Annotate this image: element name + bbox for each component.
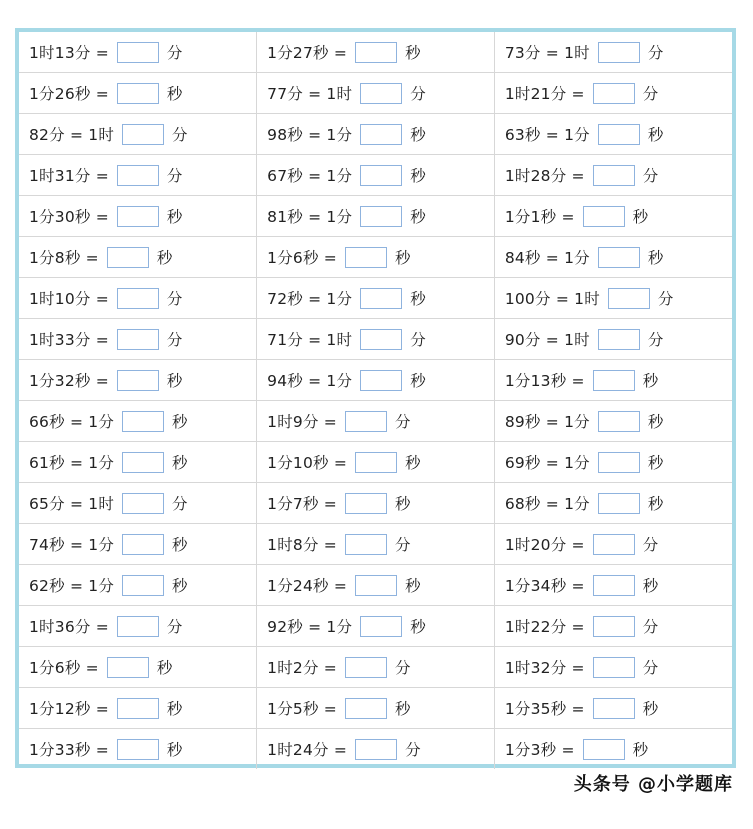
exercise-cell bbox=[494, 647, 732, 688]
exercise-question: 1时24分 = bbox=[267, 740, 348, 759]
exercise-question: 1分33秒 = bbox=[29, 740, 109, 759]
answer-box[interactable] bbox=[360, 370, 402, 391]
exercise-question: 1分3秒 = bbox=[504, 740, 575, 759]
exercise-cell bbox=[257, 278, 495, 319]
exercise-row bbox=[19, 524, 732, 565]
exercise-question: 100分 = 1时 bbox=[504, 289, 600, 308]
unit-label: 秒 bbox=[410, 289, 426, 308]
exercise-question: 1时20分 = bbox=[504, 535, 585, 554]
unit-label: 秒 bbox=[642, 576, 659, 595]
exercise-question: 1分10秒 = bbox=[267, 453, 348, 472]
exercise-row bbox=[19, 442, 732, 483]
unit-label: 分 bbox=[410, 330, 426, 349]
unit-label: 秒 bbox=[647, 453, 664, 472]
answer-box[interactable] bbox=[593, 575, 635, 596]
answer-box[interactable] bbox=[593, 534, 635, 555]
exercise-row bbox=[19, 729, 732, 770]
exercise-question: 1时28分 = bbox=[504, 166, 585, 185]
exercise-question: 71分 = 1时 bbox=[267, 330, 353, 349]
exercise-row bbox=[19, 73, 732, 114]
exercise-question: 1时2分 = bbox=[267, 658, 337, 677]
exercise-question: 69秒 = 1分 bbox=[504, 453, 590, 472]
unit-label: 秒 bbox=[410, 617, 426, 636]
exercise-question: 65分 = 1时 bbox=[29, 494, 115, 513]
unit-label: 分 bbox=[172, 494, 188, 513]
answer-box[interactable] bbox=[598, 124, 640, 145]
exercise-cell bbox=[494, 155, 732, 196]
exercise-question: 1分24秒 = bbox=[267, 576, 348, 595]
exercise-question: 67秒 = 1分 bbox=[267, 166, 353, 185]
exercise-cell bbox=[257, 442, 495, 483]
unit-label: 秒 bbox=[156, 658, 173, 677]
unit-label: 秒 bbox=[647, 125, 664, 144]
answer-box[interactable] bbox=[345, 698, 387, 719]
answer-box[interactable] bbox=[345, 247, 387, 268]
answer-box[interactable] bbox=[598, 452, 640, 473]
exercise-row bbox=[19, 114, 732, 155]
exercise-cell bbox=[494, 32, 732, 73]
exercise-question: 1分30秒 = bbox=[29, 207, 109, 226]
unit-label: 分 bbox=[395, 412, 411, 431]
unit-label: 秒 bbox=[172, 535, 188, 554]
exercise-cell bbox=[257, 401, 495, 442]
exercise-row bbox=[19, 237, 732, 278]
answer-box[interactable] bbox=[608, 288, 650, 309]
answer-box[interactable] bbox=[360, 288, 402, 309]
exercise-cell bbox=[257, 606, 495, 647]
exercise-cell bbox=[19, 319, 257, 360]
exercise-row bbox=[19, 565, 732, 606]
exercise-question: 1时21分 = bbox=[504, 84, 585, 103]
exercise-question: 94秒 = 1分 bbox=[267, 371, 353, 390]
answer-box[interactable] bbox=[107, 247, 149, 268]
exercise-question: 1时36分 = bbox=[29, 617, 109, 636]
answer-box[interactable] bbox=[122, 124, 164, 145]
exercise-question: 1时33分 = bbox=[29, 330, 109, 349]
answer-box[interactable] bbox=[360, 329, 402, 350]
exercise-question: 66秒 = 1分 bbox=[29, 412, 115, 431]
unit-label: 秒 bbox=[172, 453, 188, 472]
exercise-question: 81秒 = 1分 bbox=[267, 207, 353, 226]
answer-box[interactable] bbox=[360, 616, 402, 637]
exercise-row bbox=[19, 278, 732, 319]
exercise-cell bbox=[19, 196, 257, 237]
exercise-question: 1分35秒 = bbox=[504, 699, 585, 718]
answer-box[interactable] bbox=[355, 452, 397, 473]
exercise-cell bbox=[19, 155, 257, 196]
exercise-question: 89秒 = 1分 bbox=[504, 412, 590, 431]
exercise-cell bbox=[19, 688, 257, 729]
unit-label: 秒 bbox=[642, 371, 659, 390]
exercise-cell bbox=[494, 729, 732, 770]
answer-box[interactable] bbox=[360, 165, 402, 186]
unit-label: 秒 bbox=[166, 207, 183, 226]
unit-label: 分 bbox=[642, 535, 659, 554]
exercise-question: 1分6秒 = bbox=[29, 658, 99, 677]
unit-label: 分 bbox=[642, 166, 659, 185]
exercise-question: 1时32分 = bbox=[504, 658, 585, 677]
exercise-cell bbox=[19, 524, 257, 565]
answer-box[interactable] bbox=[107, 657, 149, 678]
exercise-question: 72秒 = 1分 bbox=[267, 289, 353, 308]
exercise-question: 92秒 = 1分 bbox=[267, 617, 353, 636]
unit-label: 秒 bbox=[172, 412, 188, 431]
exercise-cell bbox=[257, 565, 495, 606]
answer-box[interactable] bbox=[345, 534, 387, 555]
exercise-question: 1时31分 = bbox=[29, 166, 109, 185]
answer-box[interactable] bbox=[598, 42, 640, 63]
unit-label: 秒 bbox=[410, 371, 426, 390]
answer-box[interactable] bbox=[593, 616, 635, 637]
exercise-question: 1分6秒 = bbox=[267, 248, 337, 267]
answer-box[interactable] bbox=[117, 42, 159, 63]
exercise-question: 68秒 = 1分 bbox=[504, 494, 590, 513]
unit-label: 秒 bbox=[166, 84, 183, 103]
exercise-cell bbox=[257, 114, 495, 155]
unit-label: 秒 bbox=[632, 740, 649, 759]
unit-label: 分 bbox=[642, 617, 659, 636]
answer-box[interactable] bbox=[117, 370, 159, 391]
unit-label: 秒 bbox=[642, 699, 659, 718]
exercise-question: 1分34秒 = bbox=[504, 576, 585, 595]
unit-label: 秒 bbox=[647, 412, 664, 431]
answer-box[interactable] bbox=[593, 657, 635, 678]
exercise-cell bbox=[19, 114, 257, 155]
exercise-question: 1时13分 = bbox=[29, 43, 109, 62]
exercise-row bbox=[19, 155, 732, 196]
exercise-question: 1分27秒 = bbox=[267, 43, 348, 62]
unit-label: 秒 bbox=[647, 248, 664, 267]
exercise-question: 61秒 = 1分 bbox=[29, 453, 115, 472]
unit-label: 秒 bbox=[166, 699, 183, 718]
exercise-cell bbox=[19, 360, 257, 401]
exercise-row bbox=[19, 401, 732, 442]
exercise-cell bbox=[257, 483, 495, 524]
exercise-cell bbox=[19, 32, 257, 73]
exercise-question: 1分7秒 = bbox=[267, 494, 337, 513]
unit-label: 秒 bbox=[410, 207, 426, 226]
exercise-cell bbox=[494, 565, 732, 606]
exercise-cell bbox=[494, 319, 732, 360]
unit-label: 分 bbox=[647, 43, 664, 62]
exercise-question: 1时8分 = bbox=[267, 535, 337, 554]
unit-label: 分 bbox=[395, 535, 411, 554]
answer-box[interactable] bbox=[355, 739, 397, 760]
answer-box[interactable] bbox=[360, 206, 402, 227]
exercise-question: 1分12秒 = bbox=[29, 699, 109, 718]
exercise-cell bbox=[19, 73, 257, 114]
unit-label: 分 bbox=[395, 658, 411, 677]
answer-box[interactable] bbox=[117, 83, 159, 104]
exercise-cell bbox=[494, 114, 732, 155]
exercise-cell bbox=[494, 196, 732, 237]
exercise-cell bbox=[494, 483, 732, 524]
answer-box[interactable] bbox=[598, 493, 640, 514]
exercise-cell bbox=[19, 647, 257, 688]
answer-box[interactable] bbox=[122, 493, 164, 514]
exercise-cell bbox=[19, 401, 257, 442]
exercise-question: 1时22分 = bbox=[504, 617, 585, 636]
exercise-question: 1分32秒 = bbox=[29, 371, 109, 390]
exercise-question: 1分5秒 = bbox=[267, 699, 337, 718]
exercise-row bbox=[19, 360, 732, 401]
exercise-row bbox=[19, 319, 732, 360]
exercise-grid-body bbox=[19, 32, 732, 769]
unit-label: 分 bbox=[642, 658, 659, 677]
unit-label: 分 bbox=[166, 289, 183, 308]
exercise-question: 98秒 = 1分 bbox=[267, 125, 353, 144]
unit-label: 分 bbox=[647, 330, 664, 349]
answer-box[interactable] bbox=[117, 206, 159, 227]
exercise-question: 1时9分 = bbox=[267, 412, 337, 431]
unit-label: 秒 bbox=[647, 494, 664, 513]
exercise-question: 82分 = 1时 bbox=[29, 125, 115, 144]
exercise-cell bbox=[494, 524, 732, 565]
exercise-cell bbox=[257, 237, 495, 278]
exercise-cell bbox=[19, 565, 257, 606]
exercise-cell bbox=[494, 442, 732, 483]
answer-box[interactable] bbox=[598, 329, 640, 350]
answer-box[interactable] bbox=[122, 411, 164, 432]
exercise-cell bbox=[494, 688, 732, 729]
exercise-row bbox=[19, 483, 732, 524]
exercise-cell bbox=[494, 606, 732, 647]
answer-box[interactable] bbox=[360, 124, 402, 145]
answer-box[interactable] bbox=[117, 288, 159, 309]
answer-box[interactable] bbox=[117, 329, 159, 350]
exercise-cell bbox=[257, 32, 495, 73]
watermark-footer: 头条号 @小学题库 bbox=[573, 774, 733, 795]
unit-label: 分 bbox=[166, 43, 183, 62]
unit-label: 秒 bbox=[410, 166, 426, 185]
answer-box[interactable] bbox=[345, 657, 387, 678]
exercise-question: 84秒 = 1分 bbox=[504, 248, 590, 267]
unit-label: 秒 bbox=[166, 740, 183, 759]
unit-label: 秒 bbox=[172, 576, 188, 595]
exercise-question: 1分13秒 = bbox=[504, 371, 585, 390]
answer-box[interactable] bbox=[598, 247, 640, 268]
unit-label: 秒 bbox=[395, 494, 411, 513]
unit-label: 秒 bbox=[405, 576, 421, 595]
exercise-row bbox=[19, 32, 732, 73]
exercise-cell bbox=[19, 278, 257, 319]
unit-label: 秒 bbox=[156, 248, 173, 267]
exercise-row bbox=[19, 196, 732, 237]
exercise-cell bbox=[257, 360, 495, 401]
exercise-question: 90分 = 1时 bbox=[504, 330, 590, 349]
exercise-question: 1时10分 = bbox=[29, 289, 109, 308]
exercise-cell bbox=[494, 401, 732, 442]
answer-box[interactable] bbox=[598, 411, 640, 432]
unit-label: 秒 bbox=[405, 43, 421, 62]
answer-box[interactable] bbox=[345, 411, 387, 432]
unit-label: 分 bbox=[405, 740, 421, 759]
answer-box[interactable] bbox=[593, 698, 635, 719]
exercise-row bbox=[19, 688, 732, 729]
exercise-cell bbox=[257, 524, 495, 565]
worksheet-frame bbox=[15, 28, 736, 768]
answer-box[interactable] bbox=[122, 575, 164, 596]
unit-label: 分 bbox=[410, 84, 426, 103]
answer-box[interactable] bbox=[583, 206, 625, 227]
unit-label: 分 bbox=[166, 330, 183, 349]
exercise-cell bbox=[257, 319, 495, 360]
exercise-question: 73分 = 1时 bbox=[504, 43, 590, 62]
exercise-cell bbox=[257, 155, 495, 196]
exercise-cell bbox=[257, 647, 495, 688]
exercise-question: 1分8秒 = bbox=[29, 248, 99, 267]
exercise-cell bbox=[19, 237, 257, 278]
exercise-cell bbox=[494, 237, 732, 278]
answer-box[interactable] bbox=[355, 575, 397, 596]
exercise-row bbox=[19, 606, 732, 647]
exercise-cell bbox=[257, 729, 495, 770]
unit-label: 分 bbox=[166, 617, 183, 636]
exercise-cell bbox=[494, 278, 732, 319]
exercise-grid bbox=[19, 32, 732, 769]
exercise-row bbox=[19, 647, 732, 688]
exercise-question: 63秒 = 1分 bbox=[504, 125, 590, 144]
answer-box[interactable] bbox=[117, 739, 159, 760]
exercise-cell bbox=[494, 360, 732, 401]
answer-box[interactable] bbox=[593, 165, 635, 186]
unit-label: 秒 bbox=[410, 125, 426, 144]
unit-label: 秒 bbox=[395, 248, 411, 267]
unit-label: 秒 bbox=[632, 207, 649, 226]
answer-box[interactable] bbox=[117, 616, 159, 637]
exercise-cell bbox=[19, 483, 257, 524]
answer-box[interactable] bbox=[117, 165, 159, 186]
exercise-cell bbox=[19, 729, 257, 770]
exercise-cell bbox=[257, 688, 495, 729]
exercise-question: 77分 = 1时 bbox=[267, 84, 353, 103]
exercise-cell bbox=[494, 73, 732, 114]
unit-label: 分 bbox=[172, 125, 188, 144]
exercise-question: 1分1秒 = bbox=[504, 207, 575, 226]
unit-label: 秒 bbox=[166, 371, 183, 390]
answer-box[interactable] bbox=[345, 493, 387, 514]
answer-box[interactable] bbox=[122, 452, 164, 473]
unit-label: 分 bbox=[642, 84, 659, 103]
exercise-question: 74秒 = 1分 bbox=[29, 535, 115, 554]
answer-box[interactable] bbox=[583, 739, 625, 760]
answer-box[interactable] bbox=[593, 370, 635, 391]
answer-box[interactable] bbox=[122, 534, 164, 555]
answer-box[interactable] bbox=[355, 42, 397, 63]
exercise-cell bbox=[19, 442, 257, 483]
exercise-cell bbox=[19, 606, 257, 647]
answer-box[interactable] bbox=[593, 83, 635, 104]
exercise-cell bbox=[257, 196, 495, 237]
unit-label: 秒 bbox=[395, 699, 411, 718]
unit-label: 分 bbox=[657, 289, 674, 308]
exercise-cell bbox=[257, 73, 495, 114]
unit-label: 分 bbox=[166, 166, 183, 185]
exercise-question: 1分26秒 = bbox=[29, 84, 109, 103]
exercise-question: 62秒 = 1分 bbox=[29, 576, 115, 595]
answer-box[interactable] bbox=[117, 698, 159, 719]
answer-box[interactable] bbox=[360, 83, 402, 104]
unit-label: 秒 bbox=[405, 453, 421, 472]
